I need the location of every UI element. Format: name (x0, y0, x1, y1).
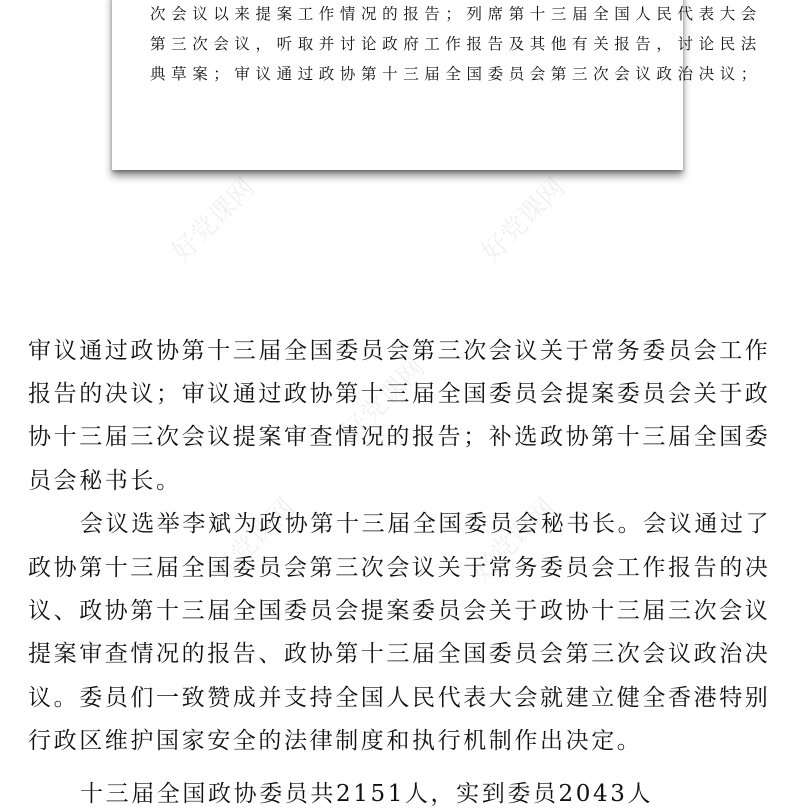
card-text-line: 典草案；审议通过政协第十三届全国委员会第三次会议政治决议； (150, 65, 762, 83)
text-line: 提案审查情况的报告、政协第十三届全国委员会第三次会议政治决 (28, 641, 771, 667)
watermark: 好党课网 (466, 492, 562, 588)
text-line: 议。委员们一致赞成并支持全国人民代表大会就建立健全香港特别 (28, 685, 771, 711)
watermark: 好党课网 (166, 172, 262, 268)
text-line: 协十三届三次会议提案审查情况的报告；补选政协第十三届全国委 (28, 424, 771, 450)
card-text-line: 次会议以来提案工作情况的报告；列席第十三届全国人民代表大会 (150, 5, 762, 23)
text-line: 行政区维护国家安全的法律制度和执行机制作出决定。 (28, 728, 643, 754)
watermark: 好党课网 (336, 352, 432, 448)
quoted-document-card (112, 0, 762, 170)
text-line: 员会秘书长。 (28, 468, 182, 494)
text-line: 议、政协第十三届全国委员会提案委员会关于政协十三届三次会议 (28, 598, 771, 624)
watermark: 好党课网 (476, 172, 572, 268)
watermark: 好党课网 (206, 492, 302, 588)
text-line: 政协第十三届全国委员会第三次会议关于常务委员会工作报告的决 (28, 555, 771, 581)
text-line: 审议通过政协第十三届全国委员会第三次会议关于常务委员会工作 (28, 338, 771, 364)
text-line: 会议选举李斌为政协第十三届全国委员会秘书长。会议通过了 (80, 511, 772, 537)
card-text-line: 第三次会议，听取并讨论政府工作报告及其他有关报告，讨论民法 (150, 35, 762, 53)
text-line: 十三届全国政协委员共2151人，实到委员2043人 (80, 781, 654, 807)
text-line: 报告的决议；审议通过政协第十三届全国委员会提案委员会关于政 (28, 381, 771, 407)
